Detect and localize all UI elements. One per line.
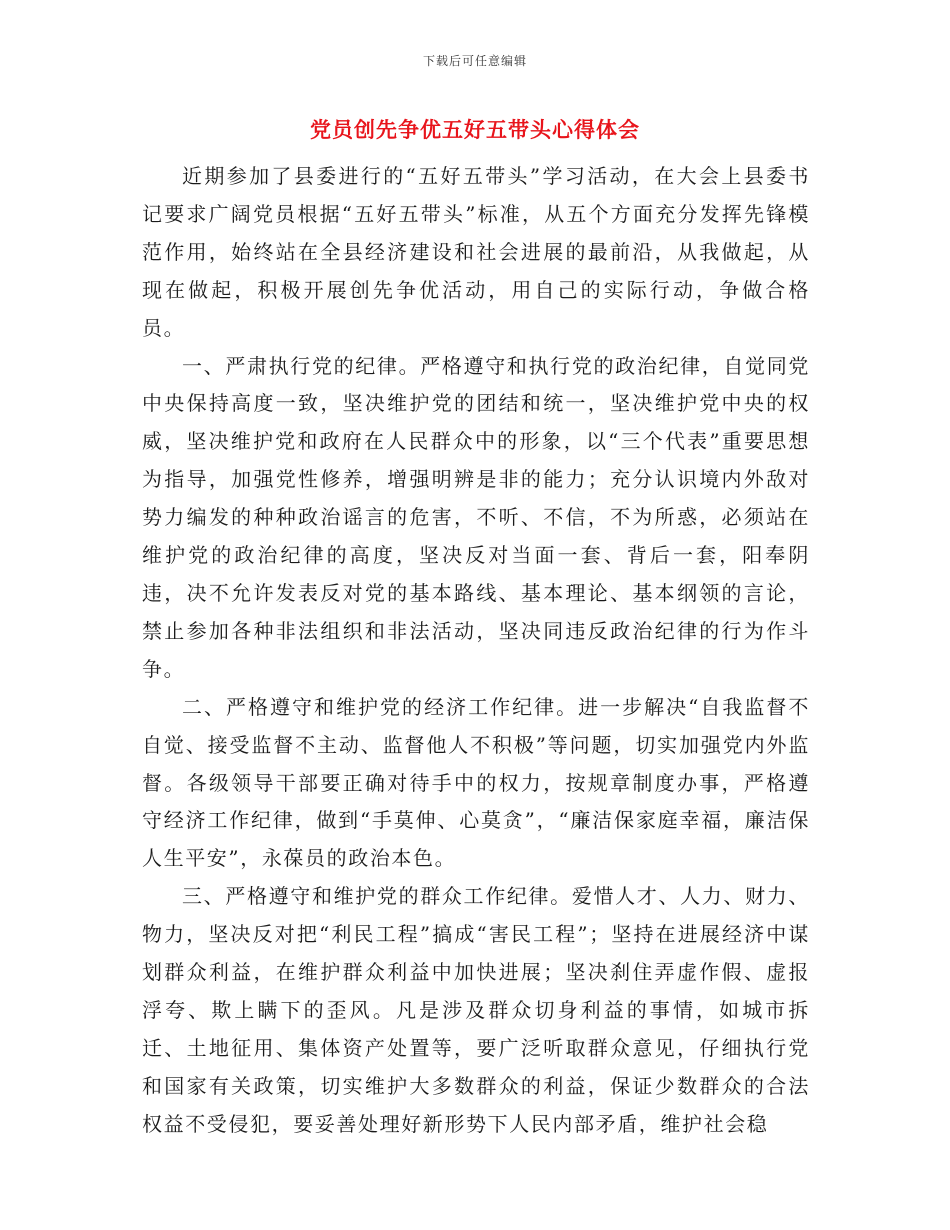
header-note: 下载后可任意编辑 (422, 54, 527, 68)
document-body (142, 158, 810, 1144)
document-title: 党员创先争优五好五带头心得体会 (310, 117, 640, 142)
paragraph-section-2: 二、严格遵守和维护党的经济工作纪律。进一步解决“自我监督不自觉、接受监督不主动、监督他人不积极”等问题，切实加强党内外监督。各级领导干部要正确对待手中的权力，按规章制度办事，严格遵守经济工作纪律，做到“手莫伸、心莫贪”，“廉洁保家庭幸福，廉洁保人生平安”，永葆员的政治本色。 (142, 694, 810, 871)
paragraph-intro: 近期参加了县委进行的“五好五带头”学习活动，在大会上县委书记要求广阔党员根据“五好五带头”标准，从五个方面充分发挥先锋模范作用，始终站在全县经济建设和社会进展的最前沿，从我做起，从现在做起，积极开展创先争优活动，用自己的实际行动，争做合格员。 (142, 164, 810, 340)
paragraph-section-1: 一、严肃执行党的纪律。严格遵守和执行党的政治纪律，自觉同党中央保持高度一致，坚决维护党的团结和统一，坚决维护党中央的权威，坚决维护党和政府在人民群众中的形象，以“三个代表”重要思想为指导，加强党性修养，增强明辨是非的能力；充分认识境内外敌对势力编发的种种政治谣言的危害，不听、不信，不为所惑，必须站在维护党的政治纪律的高度，坚决反对当面一套、背后一套，阳奉阴违，决不允许发表反对党的基本路线、基本理论、基本纲领的言论，禁止参加各种非法组织和非法活动，坚决同违反政治纪律的行为作斗争。 (142, 353, 810, 681)
paragraph-section-3: 三、严格遵守和维护党的群众工作纪律。爱惜人才、人力、财力、物力，坚决反对把“利民工程”搞成“害民工程”；坚持在进展经济中谋划群众利益，在维护群众利益中加快进展；坚决刹住弄虚作假、虚报浮夸、欺上瞒下的歪风。凡是涉及群众切身利益的事情，如城市拆迁、土地征用、集体资产处置等，要广泛听取群众意见，仔细执行党和国家有关政策，切实维护大多数群众的利益，保证少数群众的合法权益不受侵犯，要妥善处理好新形势下人民内部矛盾，维护社会稳 (142, 884, 810, 1136)
